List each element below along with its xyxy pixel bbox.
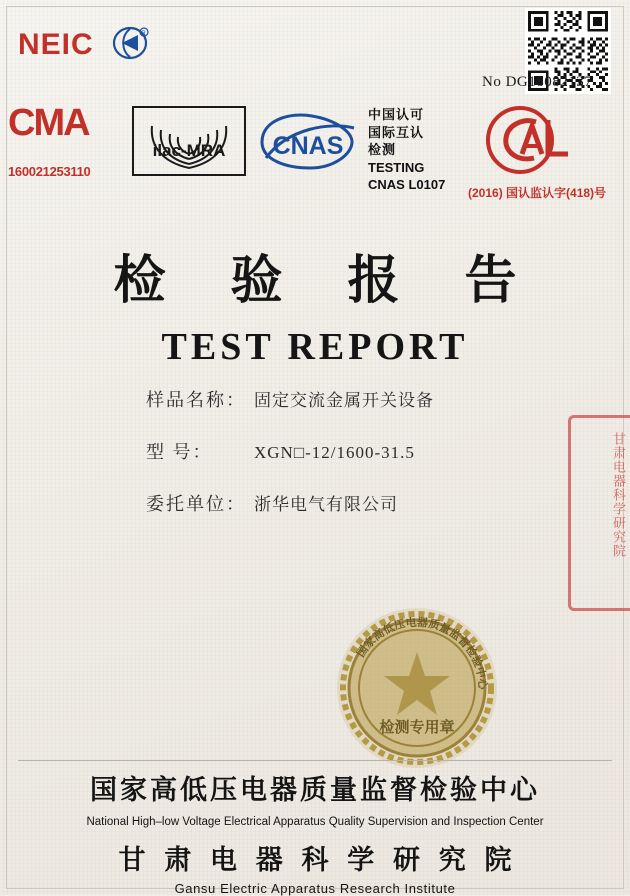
cnas-badge: [252, 108, 364, 176]
cnas-label: [368, 106, 445, 194]
accreditation-badges: [0, 100, 630, 200]
ilac-mra-badge: [132, 106, 246, 176]
field-value: XGN□-12/1600-31.5: [254, 443, 415, 462]
cnas-label-line5: CNAS L0107: [368, 177, 446, 193]
footer-institute-cn: 甘 肃 电 器 科 学 研 究 院: [118, 845, 518, 875]
official-seal: [333, 604, 501, 772]
field-model: [146, 438, 566, 464]
footer-institute-en: Gansu Electric Apparatus Research Institute: [174, 881, 456, 896]
report-fields: [146, 386, 566, 542]
cnas-label-line4: TESTING: [368, 159, 425, 175]
svg-text:ilac-MRA: ilac-MRA: [152, 141, 226, 160]
cnas-label-line3: 检测: [368, 142, 397, 158]
footer: [0, 768, 630, 896]
report-number: No DG18082137: [482, 74, 593, 90]
page-title-en: TEST REPORT: [161, 326, 469, 368]
side-stamp-text: 甘肃电器科学研究院: [611, 432, 626, 558]
field-label: 样品名称：: [146, 390, 246, 410]
cal-badge: [478, 104, 578, 178]
svg-text:R: R: [141, 31, 146, 37]
page-title-cn: 检 验 报 告: [113, 253, 543, 310]
cma-badge: [8, 104, 128, 179]
cnas-label-line2: 国际互认: [368, 124, 425, 140]
cma-logo-text: CMA: [8, 102, 89, 144]
field-sample-name: [146, 386, 566, 412]
field-label: 型 号：: [146, 442, 213, 462]
field-value: 固定交流金属开关设备: [254, 391, 434, 410]
field-label: 委托单位：: [146, 494, 246, 514]
neic-g-mark-icon: [108, 26, 152, 60]
cma-number: 160021253110: [8, 164, 91, 179]
footer-center-cn: 国家高低压电器质量监督检验中心: [90, 775, 540, 805]
footer-divider: [18, 760, 612, 761]
field-value: 浙华电气有限公司: [254, 495, 398, 514]
cal-note: (2016) 国认监认字(418)号: [468, 186, 607, 200]
cnas-label-line1: 中国认可: [368, 107, 425, 122]
footer-center-en: National High–low Voltage Electrical Apparatus Quality Supervision and Inspection Center: [86, 816, 544, 828]
field-client: [146, 490, 566, 516]
svg-text:国家高低压电器质量监督检验中心: 国家高低压电器质量监督检验中心: [354, 616, 489, 690]
svg-text:CNAS: CNAS: [272, 132, 344, 160]
svg-text:检测专用章: 检测专用章: [379, 720, 455, 736]
neic-logo-text: NEIC: [18, 28, 94, 61]
